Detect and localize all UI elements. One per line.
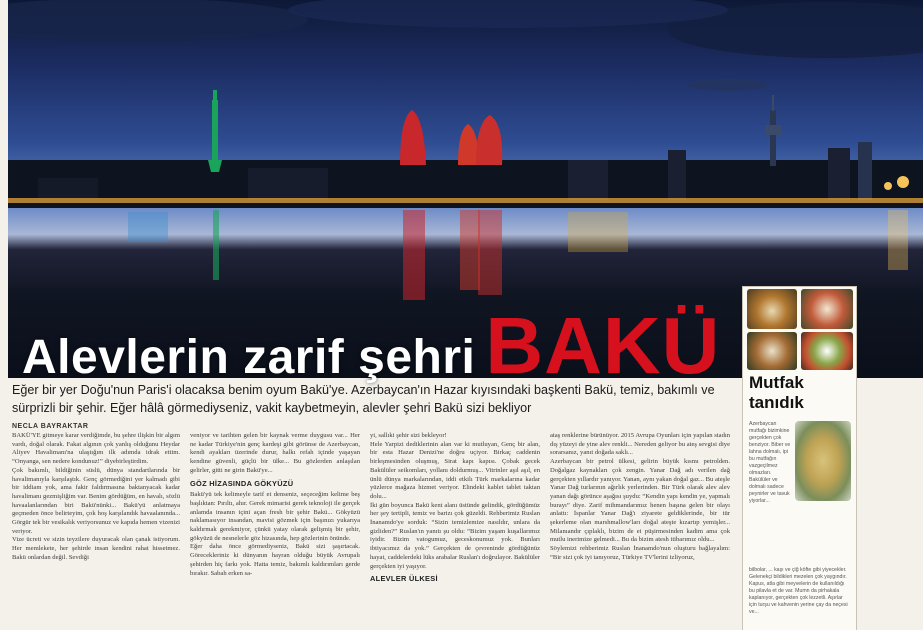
subheading: GÖZ HİZASINDA GÖKYÜZÜ — [190, 478, 294, 488]
column-paragraph: Vize ücreti ve sizin teyzilere duyuracak olan çanak istiyorum. Her memlekete, her şehirde insan kendini rahat hissetmez. Bakü onlardan değil. Sevdiği — [12, 536, 180, 561]
sidebar-title-line: tanıdık — [749, 393, 804, 412]
sidebar-box — [742, 286, 857, 630]
subheading: ALEVLER ÜLKESİ — [370, 574, 438, 584]
article-column-2 — [190, 432, 360, 578]
sidebar-title-line: Mutfak — [749, 373, 804, 392]
headline — [22, 300, 720, 392]
headline-city: BAKÜ — [485, 301, 721, 390]
food-photo — [801, 289, 853, 329]
column-paragraph: BAKÜ'YE gitmeye karar verdiğimde, bu şehre ilişkin bir algım vardı, doğal olarak. Fakat algının çok yanlış olduğunu Heydar Aliyev Havalimanı'na ulaştığım ilk adımda idrak ettim. “Onyanga, sen nedere kondunuz!” diyebirleştirdim. — [12, 432, 180, 466]
column-paragraph: Eğer daha önce görmediyseniz, Bakü sizi şaşırtacak. Görecekleriniz ki dünyanın hayran olduğu büyük Avrupalı şehirden hiç farkı yok. Hatta temiz, bakımlı kaldırımları gerde bırakır. Sabah erken sa- — [190, 543, 360, 577]
headline-text: Alevlerin zarif şehri — [22, 331, 476, 384]
food-photo — [747, 289, 797, 329]
food-photo — [747, 332, 797, 370]
column-paragraph: yi, sallıki şehir sizi bekleyor! — [370, 432, 447, 439]
sidebar-text-continued: bilbolar, ... kaşı ve çiğ köfte gibi yiyecekler. Gelenekçi bildikleri mezelen çok yaygındır. Kapus, atla gibi meyvelerin de kullanıldığı bu pilavla et de var. Mumn da pirhakala kaplanıyor, gerçekten çok lezzetli. Aşırlar için turşu ve kahvenin yerine çay da neçesi ve... — [749, 567, 848, 615]
column-paragraph: İki gün boyunca Bakü kent alanı üstünde gelindik, gördüğümüz her şey tertipli, temiz ve barizı çok güzeldi. Rehberimiz Ruslan İnanamdo'ye sorduk: “Sizin temizlemize nasıldır, unlara da gizliden?” Ruslan'ın yanıtı şu oldu: “Bizim yaşam kuşallarımız iyidir. Bizim vatogumuz, geceskonumuz yok. Bunları ibtiyacımız da yok.” Gerçekten de çevreninde gördüğünüz hayat, caddelerdeki lüks arabalar Ruslan'ı doğrulayor. Bakülüler gerçekten iyi yaşıyor. — [370, 501, 540, 570]
column-paragraph: Hele Yarpizi dediklerinin alan var ki mutluyan, Genç bir alan, bir esta Hazar Denizi'ne doğru uçiyor. Birkaç caddenin birleşmesinden oluşmuş, Sirat kapı kapısı. Çobak gecek Bakülüler seikomları, yollanı doldurmuş... Vitrinler aşıl aşıl, en ünlü dünya markalarından, iddi etkilı Türk markalarına kadar yüzlerce mağaza hizmet veriyor. Elindeki kablet tablet taktan dolu... — [370, 440, 540, 500]
standfirst: Eğer bir yer Doğu'nun Paris'i olacaksa benim oyum Bakü'ye. Azerbaycan'ın Hazar kıyısındaki başkenti Bakü, temiz, bakımlı ve sürprizli bir şehir. Eğer hâlâ görmediyseniz, vakit kaybetmeyin, alevler şehri Bakü sizi bekliyor — [12, 383, 715, 415]
food-photo-grid — [747, 289, 853, 373]
column-paragraph: Azerbaycan bir petrol ülkesi, gelirin büyük kısmı petrolden. Doğalgaz kaynakları çok zengin. Yanar Dağ adı verilen dağ gerçekten yıllardır yanıyor. Yanan, aynı yakan doğal gaz... Bu ateşle Yanar Dağ turlarının ağırlık yerlerinden. Bir Türk olarak alev alev yanan dağı görünce aşağısı şuydu: “Kendin yapı kendin ye, yapmalı burayı” diye. Zarif mihmandarımız henen başına gelen bir olayı anlattı: İspanlar Yanar Dağ'ı ziyarete geldiklerinde, bir tür şekerleme olan marshmallow'ları doğal ateşte kızartıp yemişler... Milanıandır çıplaklı, bizim de ei püşirmesinden kadim ama çok mutlu inerimize gelmedi... Bu da bizim atesh itibarımız oldu... — [550, 458, 730, 544]
sidebar-title — [749, 373, 804, 413]
dish-photo — [795, 421, 851, 501]
sidebar-text: Azerbaycan mutfağı bizimkine gerçekten çok benziyor. Biber ve lahna dolmalı, ipi bu mutfağın vazgeçilmez olmazları. Bakülüler ve dolmalı sadece peynirler ve tavuk yiyorlar... — [749, 421, 791, 504]
article-column-1 — [12, 432, 180, 563]
article-column-4 — [550, 432, 730, 563]
food-photo — [801, 332, 853, 370]
column-paragraph: Çok bakımlı, bildiğinin süslü, dünya standartlarında bir havalimanıyla karşılaştık. Genç görmediğini yer kalmadı gibi bir iddiam yok, ama fakir faldırmasına baktanyacak kadar havalimanı gezmişliğim var. Benim gördüğüm, en havalı, sözlü havaalanlarından biri Bakü'nünki... Bakü'yü anlatmaya geçmeden önce belirteyim, çok hoş karşılandık havaalanında... Görgür tek bir vesikalık veriyorsunuz ve kapıda hemen vizenizi veriyor. — [12, 466, 180, 535]
article-column-3 — [370, 432, 540, 587]
column-paragraph: ataş renklerine bürünüyor. 2015 Avrupa Oyunları için yapılan stadın dış yüzeyi de yine alev renkli... Nereden geliyor bu ateş sevgisi diye sorarsanız, yanıt doğada saklı... — [550, 432, 730, 457]
column-paragraph: veniyor ve tarihten gelen bir kaynak verme duygusu var... Her ne kadar Türkiye'nin genç kardeşi gibi görünse de Azerbaycan, kendi ayakları üzerinde durur, halkı refah içinde yaşayan kendine güvenli, güçlü bir ülke... Bu gözlerden anlaşılan gelirler, gitti ne girin Bakü'ye... — [190, 432, 360, 474]
column-paragraph: Bakü'yü tek kelimeyle tarif et denseniz, seçeceğim kelime beş başlıktan: Pırıltı, ahır. Gerek mimarisi gerek teknoloji ile gerçek anlamda insanın içini açan fresh bir şehir Bakü... Gökyüzü naklamasıyor insandan, mavisi gözmek için başınızı yukarıya kaldırmak gerekmiyor, çünkü yatay olarak gelişmiş bir şehir, gökyüzü de nesnelerle göz hizasında, hep gözlerinin önünde. — [190, 491, 360, 542]
column-paragraph: Söylemizi rehberimiz Ruslan İnanamdo'nun oluşturu bağlayalım: “Bir sizi çok iyi tanıyoruz, Türkiye TV'lerini izliyoruz, — [550, 545, 730, 561]
byline: NECLA BAYRAKTAR — [12, 423, 89, 430]
